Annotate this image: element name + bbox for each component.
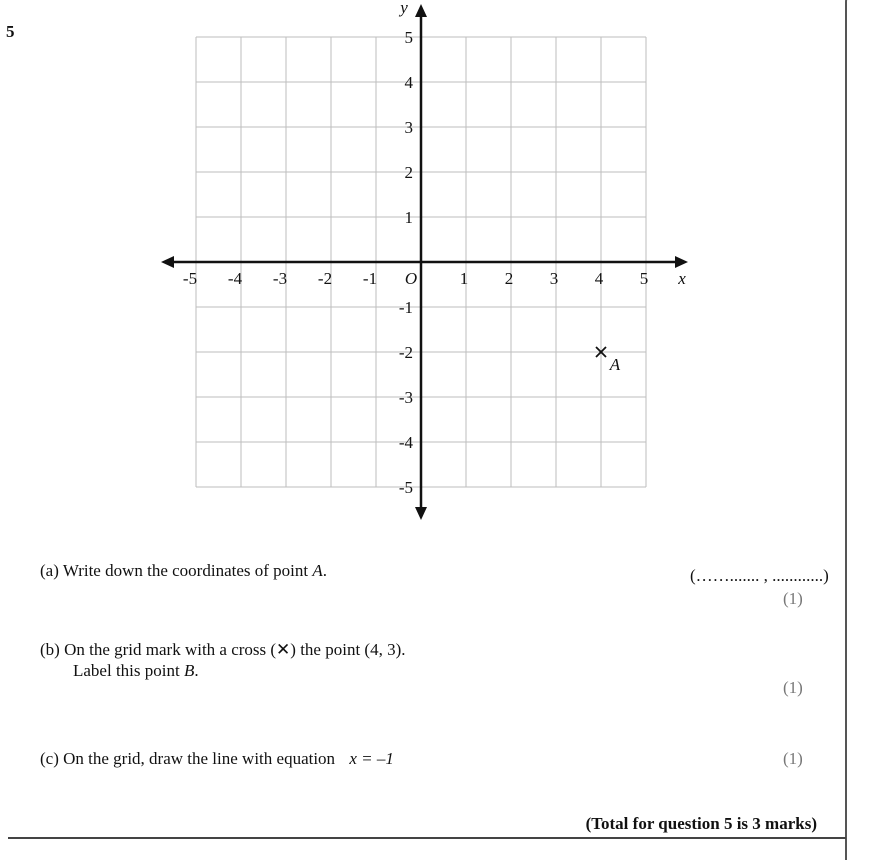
- part-b-line2: Label this point B.: [73, 661, 199, 680]
- y-tick-label: 2: [404, 163, 413, 182]
- part-c-letter: (c): [40, 749, 59, 768]
- part-a-italic: A: [312, 561, 323, 580]
- x-tick-label: 5: [639, 269, 649, 288]
- y-tick-label: 5: [404, 28, 413, 47]
- y-tick-label: -3: [398, 388, 413, 407]
- y-tick-label: -2: [398, 343, 413, 362]
- part-b-text-line1: On the grid mark with a cross (✕) the point (4, 3).: [64, 640, 406, 659]
- x-tick-label: -2: [317, 269, 333, 288]
- part-c-equation: x = –1: [349, 749, 394, 768]
- y-tick-label: 4: [404, 73, 413, 92]
- axis-labels: [183, 0, 686, 497]
- x-tick-label: -5: [182, 269, 198, 288]
- y-tick-label: -4: [398, 433, 413, 452]
- part-b: [40, 640, 406, 660]
- total-marks: (Total for question 5 is 3 marks): [585, 814, 817, 833]
- x-tick-label: 1: [459, 269, 469, 288]
- bottom-rule: [8, 837, 846, 839]
- y-tick-label: 3: [404, 118, 413, 137]
- x-tick-label: 3: [549, 269, 559, 288]
- origin-label: O: [404, 269, 418, 288]
- part-b-letter: (b): [40, 640, 60, 659]
- y-tick-label: -1: [398, 298, 413, 317]
- part-a-letter: (a): [40, 561, 59, 580]
- y-axis-up-arrow: [415, 4, 427, 17]
- part-b-marks: (1): [783, 678, 803, 697]
- part-a-answer-field[interactable]: (……....... , ............): [690, 566, 829, 585]
- x-axis-right-arrow: [675, 256, 688, 268]
- question-number: 5: [6, 22, 15, 41]
- x-tick-label: -4: [227, 269, 243, 288]
- part-c-text: On the grid, draw the line with equation: [63, 749, 336, 768]
- x-tick-label: -3: [272, 269, 288, 288]
- point-a-label: A: [609, 355, 621, 374]
- part-a: (a) Write down the coordinates of point A.: [40, 561, 327, 580]
- axes: [161, 4, 688, 520]
- x-tick-label: 4: [594, 269, 604, 288]
- part-c: [40, 749, 394, 769]
- part-a-text: Write down the coordinates of point: [62, 561, 313, 580]
- y-axis-label: y: [400, 0, 408, 17]
- x-axis-left-arrow: [161, 256, 174, 268]
- y-axis-down-arrow: [415, 507, 427, 520]
- y-tick-label: -5: [398, 478, 413, 497]
- part-c-marks: (1): [783, 749, 803, 768]
- x-axis-label: x: [678, 269, 686, 288]
- x-tick-label: 2: [504, 269, 514, 288]
- part-a-marks: (1): [783, 589, 803, 608]
- y-tick-label: 1: [404, 208, 413, 227]
- x-tick-label: -1: [362, 269, 378, 288]
- part-b-italic: B: [183, 661, 195, 680]
